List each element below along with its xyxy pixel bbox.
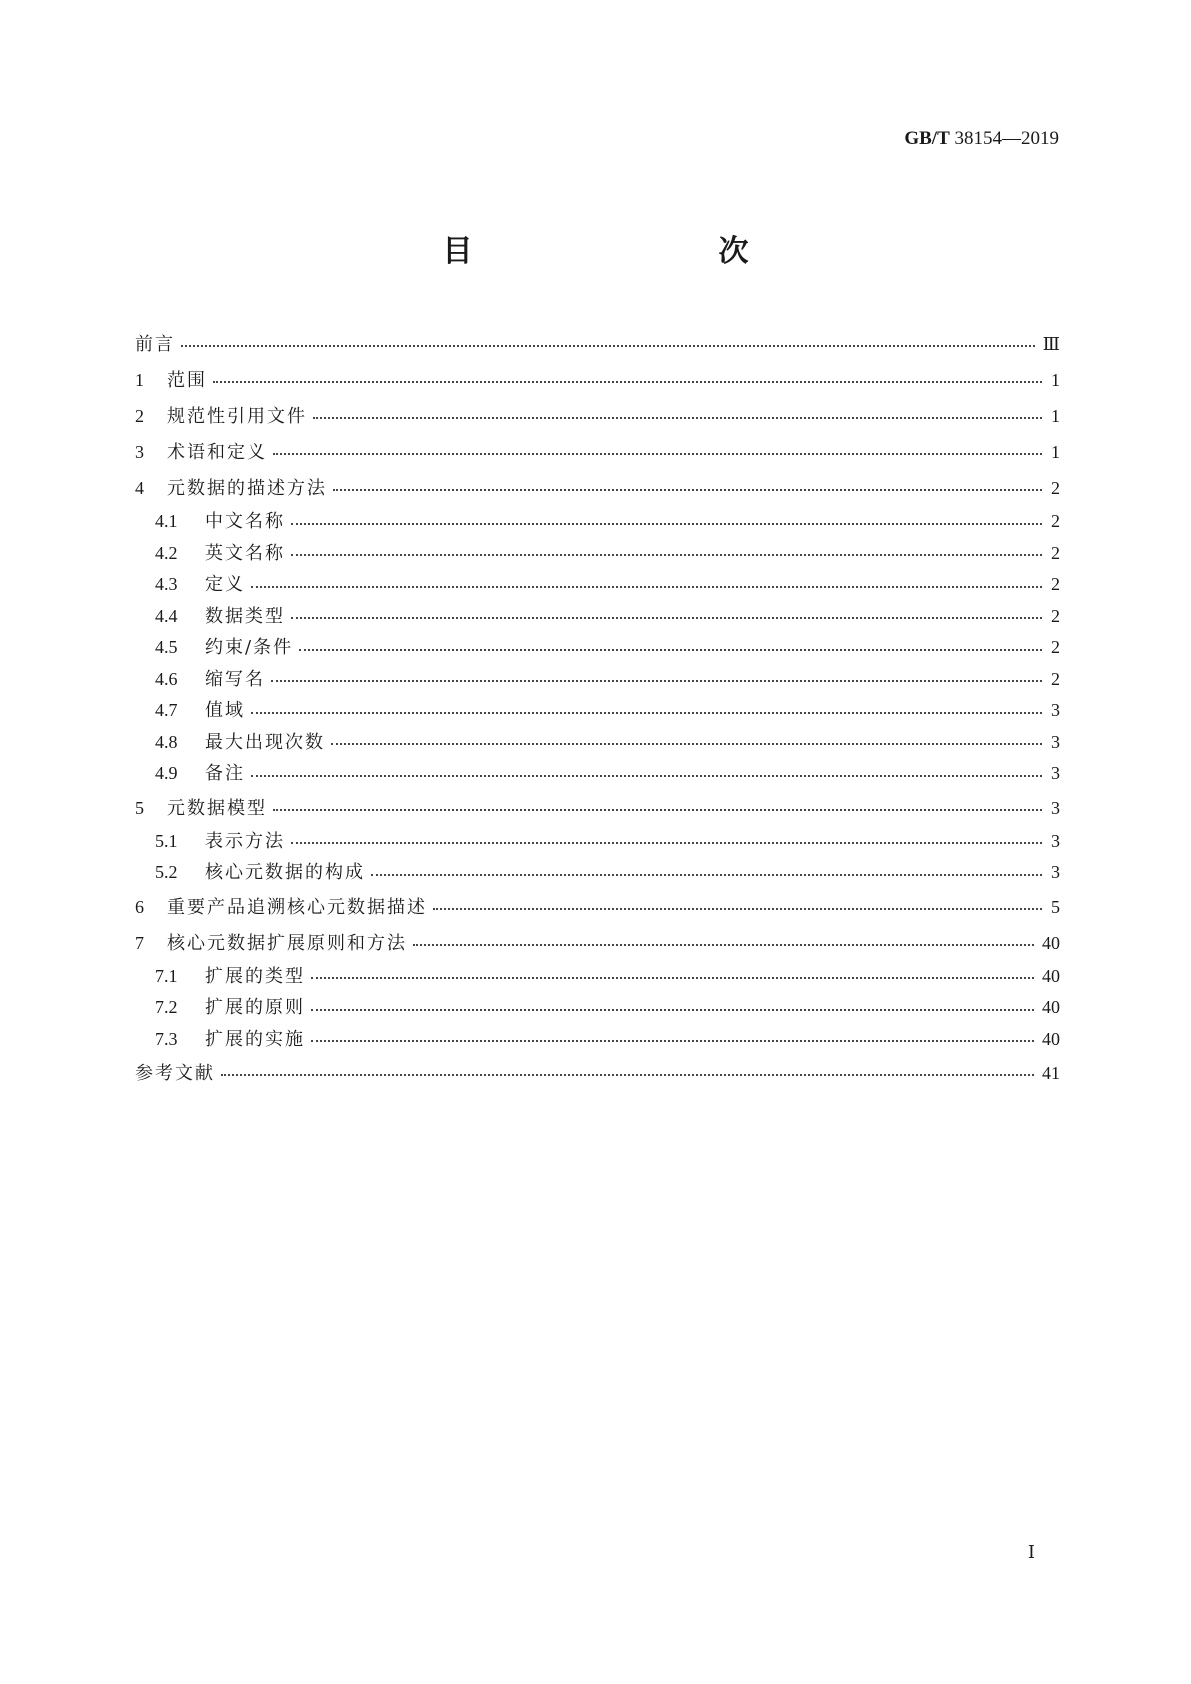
toc-entry-page: 40 bbox=[1042, 1028, 1060, 1049]
toc-dot-leader bbox=[371, 874, 1042, 876]
toc-entry-label: 规范性引用文件 bbox=[167, 406, 307, 427]
toc-entry[interactable] bbox=[135, 569, 1060, 601]
toc-entry[interactable] bbox=[135, 506, 1060, 538]
toc-entry[interactable] bbox=[135, 992, 1060, 1024]
toc-entry-label: 核心元数据的构成 bbox=[205, 862, 365, 883]
toc-entry-label: 重要产品追溯核心元数据描述 bbox=[167, 896, 427, 918]
toc-entry-label: 最大出现次数 bbox=[205, 731, 325, 753]
toc-entry-label: 约束/条件 bbox=[205, 637, 294, 658]
toc-entry-page: 1 bbox=[1051, 442, 1060, 462]
toc-entry-label: 值域 bbox=[205, 700, 245, 721]
toc-entry-number: 1 bbox=[135, 370, 144, 390]
toc-dot-leader bbox=[311, 977, 1034, 979]
toc-entry-number: 4.9 bbox=[155, 763, 178, 783]
toc-entry[interactable] bbox=[135, 664, 1060, 696]
toc-entry-label: 核心元数据扩展原则和方法 bbox=[167, 932, 407, 954]
toc-dot-leader bbox=[311, 1009, 1034, 1011]
toc-entry-page: 5 bbox=[1051, 896, 1060, 917]
toc-entry[interactable] bbox=[135, 925, 1060, 961]
toc-entry-page: 3 bbox=[1051, 797, 1060, 818]
toc-entry-number: 7.3 bbox=[155, 1028, 178, 1049]
toc-entry-number: 5.2 bbox=[155, 862, 178, 882]
toc-entry-number: 3 bbox=[135, 442, 144, 462]
toc-entry-number: 4.2 bbox=[155, 542, 178, 563]
toc-entry-number: 4.7 bbox=[155, 700, 178, 720]
toc-title: 目 次 bbox=[442, 234, 811, 269]
toc-entry-page: 1 bbox=[1051, 406, 1060, 426]
toc-entry[interactable] bbox=[135, 826, 1060, 858]
toc-dot-leader bbox=[291, 523, 1042, 525]
toc-entry-label: 参考文献 bbox=[135, 1063, 215, 1084]
toc-dot-leader bbox=[273, 809, 1042, 811]
toc-entry-label: 扩展的类型 bbox=[205, 965, 305, 987]
toc-entry-number: 7 bbox=[135, 932, 144, 953]
toc-entry[interactable] bbox=[135, 727, 1060, 759]
toc-entry-number: 4.1 bbox=[155, 511, 178, 531]
toc-entry[interactable] bbox=[135, 601, 1060, 633]
toc-entry-number: 4.4 bbox=[155, 605, 178, 626]
toc-entry-page: 3 bbox=[1051, 862, 1060, 882]
toc-entry[interactable] bbox=[135, 632, 1060, 664]
toc-entry-page: 2 bbox=[1051, 574, 1060, 594]
toc-dot-leader bbox=[273, 453, 1042, 455]
toc-entry-page: 2 bbox=[1051, 542, 1060, 563]
toc-dot-leader bbox=[291, 554, 1042, 556]
toc-entry-number: 2 bbox=[135, 406, 144, 426]
toc-entry[interactable] bbox=[135, 758, 1060, 790]
toc-entry-label: 定义 bbox=[205, 574, 245, 595]
toc-dot-leader bbox=[221, 1074, 1034, 1076]
toc-entry[interactable] bbox=[135, 961, 1060, 993]
toc-entry-page: 3 bbox=[1051, 700, 1060, 720]
toc-entry-number: 7.1 bbox=[155, 965, 178, 986]
toc-dot-leader bbox=[181, 345, 1035, 347]
toc-entry-page: 2 bbox=[1051, 605, 1060, 626]
toc-dot-leader bbox=[213, 381, 1042, 383]
table-of-contents bbox=[135, 326, 1060, 1091]
toc-entry-label: 扩展的实施 bbox=[205, 1028, 305, 1050]
toc-dot-leader bbox=[299, 649, 1042, 651]
toc-entry[interactable] bbox=[135, 695, 1060, 727]
toc-entry-number: 4.6 bbox=[155, 668, 178, 689]
toc-dot-leader bbox=[311, 1040, 1034, 1042]
toc-entry-number: 4.3 bbox=[155, 574, 178, 594]
toc-entry[interactable] bbox=[135, 889, 1060, 925]
toc-entry-label: 缩写名 bbox=[205, 668, 265, 690]
toc-dot-leader bbox=[413, 944, 1034, 946]
toc-entry[interactable] bbox=[135, 1055, 1060, 1091]
toc-entry-page: 3 bbox=[1051, 830, 1060, 851]
toc-entry-label: 备注 bbox=[205, 763, 245, 784]
toc-entry-page: 3 bbox=[1051, 731, 1060, 752]
toc-entry-label: 数据类型 bbox=[205, 605, 285, 627]
toc-entry[interactable] bbox=[135, 790, 1060, 826]
toc-entry-label: 范围 bbox=[167, 370, 207, 391]
toc-entry-label: 元数据的描述方法 bbox=[167, 478, 327, 499]
toc-entry[interactable] bbox=[135, 1024, 1060, 1056]
toc-entry-number: 7.2 bbox=[155, 997, 178, 1017]
toc-entry[interactable] bbox=[135, 470, 1060, 506]
toc-entry-page: 2 bbox=[1051, 478, 1060, 498]
toc-entry-number: 6 bbox=[135, 896, 144, 917]
toc-dot-leader bbox=[251, 586, 1042, 588]
toc-dot-leader bbox=[291, 842, 1042, 844]
toc-entry-number: 5.1 bbox=[155, 830, 178, 851]
toc-entry-label: 前言 bbox=[135, 334, 175, 355]
toc-dot-leader bbox=[331, 743, 1042, 745]
toc-entry-label: 中文名称 bbox=[205, 511, 285, 532]
toc-dot-leader bbox=[251, 775, 1042, 777]
toc-entry[interactable] bbox=[135, 857, 1060, 889]
toc-entry[interactable] bbox=[135, 362, 1060, 398]
standard-prefix: GB/T bbox=[904, 128, 950, 149]
toc-entry[interactable] bbox=[135, 538, 1060, 570]
toc-entry-page: 2 bbox=[1051, 511, 1060, 531]
toc-entry-page: 40 bbox=[1042, 965, 1060, 986]
page-number: Ⅰ bbox=[1027, 1542, 1035, 1562]
toc-entry-page: 41 bbox=[1042, 1063, 1060, 1083]
toc-entry-page: 1 bbox=[1051, 370, 1060, 390]
toc-entry-page: Ⅲ bbox=[1042, 334, 1060, 354]
toc-entry[interactable] bbox=[135, 326, 1060, 362]
toc-dot-leader bbox=[333, 489, 1042, 491]
toc-entry-page: 3 bbox=[1051, 763, 1060, 783]
toc-entry-label: 表示方法 bbox=[205, 830, 285, 852]
toc-entry-page: 40 bbox=[1042, 997, 1060, 1017]
toc-entry-number: 4 bbox=[135, 478, 144, 498]
toc-dot-leader bbox=[313, 417, 1042, 419]
toc-entry-label: 术语和定义 bbox=[167, 442, 267, 463]
toc-entry-page: 40 bbox=[1042, 932, 1060, 953]
toc-dot-leader bbox=[271, 680, 1042, 682]
toc-entry-label: 英文名称 bbox=[205, 542, 285, 564]
toc-entry[interactable] bbox=[135, 398, 1060, 434]
toc-entry-page: 2 bbox=[1051, 668, 1060, 689]
toc-dot-leader bbox=[251, 712, 1042, 714]
toc-entry[interactable] bbox=[135, 434, 1060, 470]
toc-entry-number: 5 bbox=[135, 797, 144, 818]
toc-entry-number: 4.5 bbox=[155, 637, 178, 657]
standard-number: 38154—2019 bbox=[954, 128, 1059, 149]
standard-code-header bbox=[904, 128, 1059, 150]
toc-dot-leader bbox=[291, 617, 1042, 619]
toc-entry-page: 2 bbox=[1051, 637, 1060, 657]
toc-entry-label: 元数据模型 bbox=[167, 797, 267, 819]
toc-entry-label: 扩展的原则 bbox=[205, 997, 305, 1018]
toc-entry-number: 4.8 bbox=[155, 731, 178, 752]
toc-dot-leader bbox=[433, 908, 1042, 910]
